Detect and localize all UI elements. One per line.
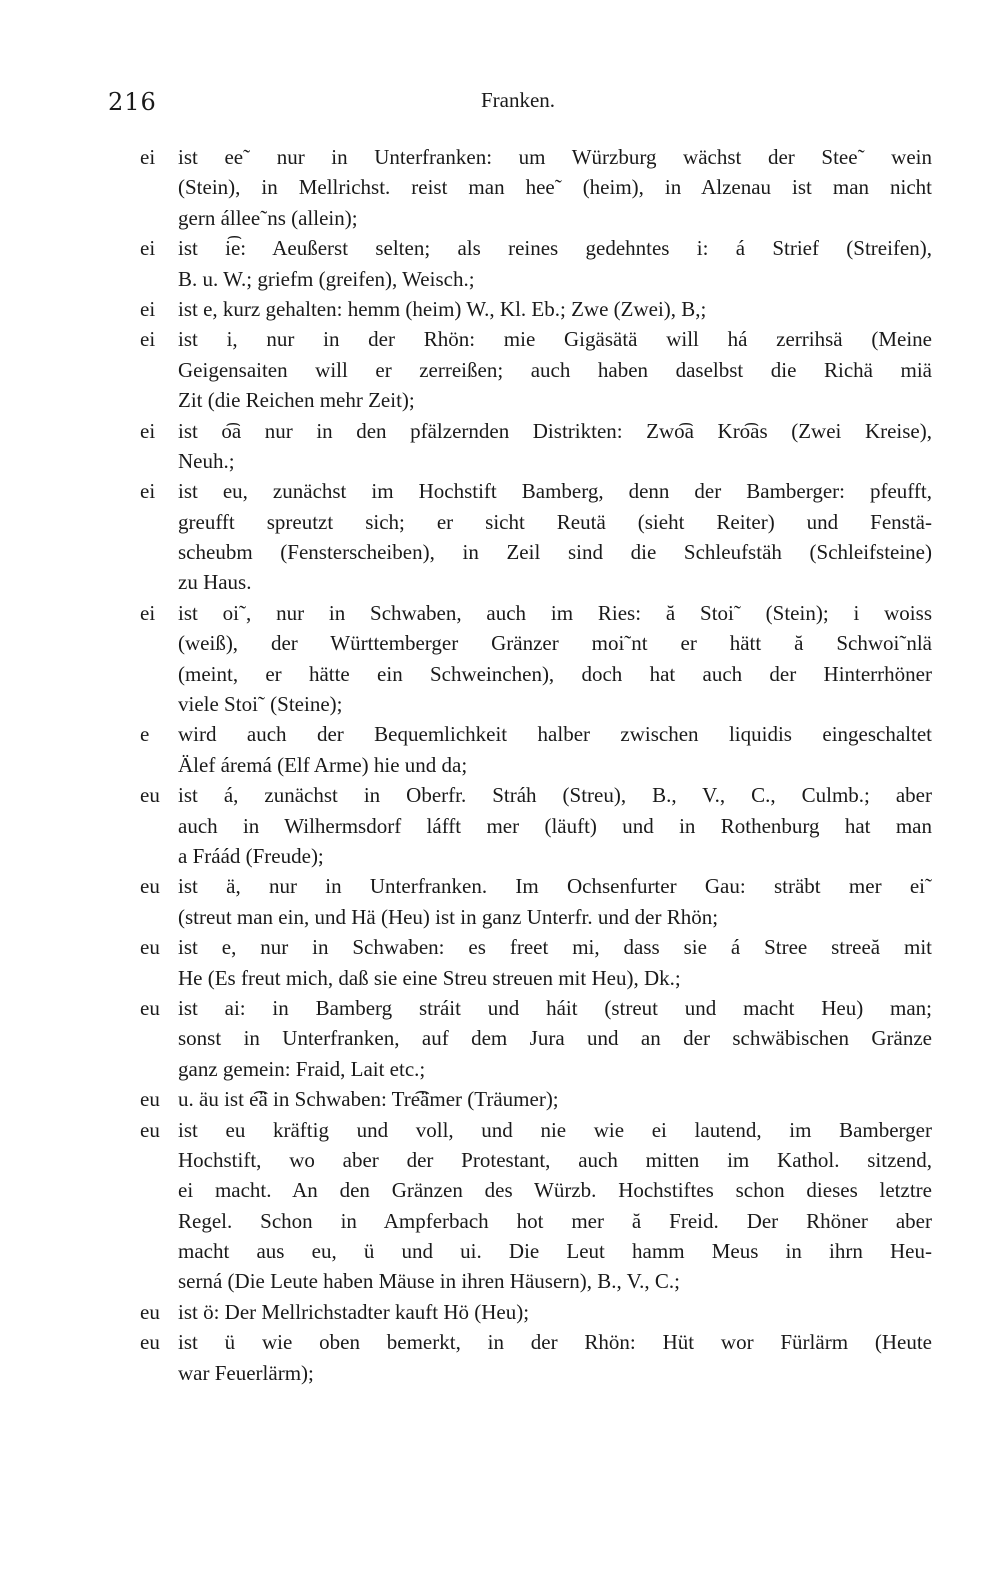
entry-text-line: Hochstift, wo aber der Protestant, auch mitten im Kathol. sitzend, (178, 1147, 932, 1172)
entry-text-line: Zit (die Reichen mehr Zeit); (178, 388, 415, 413)
entry-sound-key: ei (140, 418, 156, 443)
entry-text-line: ist ä, nur in Unterfranken. Im Ochsenfurter Gau: sträbt mer ei˜ (178, 874, 932, 899)
entry-text-line: u. äu ist e͡ä in Schwaben: Tre͡ämer (Träumer); (178, 1087, 559, 1112)
entry-text-line: viele Stoi˜ (Steine); (178, 692, 343, 717)
dialect-entry (140, 233, 932, 294)
dialect-entry (140, 476, 932, 598)
dialect-entry (140, 598, 932, 720)
entry-text-line: ei macht. An den Gränzen des Würzb. Hochstiftes schon dieses letztre (178, 1178, 932, 1203)
entry-text-line: Älef áremá (Elf Arme) hie und da; (178, 752, 468, 777)
entry-sound-key: eu (140, 1299, 160, 1324)
entry-text-line: He (Es freut mich, daß sie eine Streu streuen mit Heu), Dk.; (178, 965, 681, 990)
entry-text-line: serná (Die Leute haben Mäuse in ihren Häusern), B., V., C.; (178, 1269, 680, 1294)
running-title: Franken. (480, 88, 556, 112)
entry-text-line: ist ü wie oben bemerkt, in der Rhön: Hüt wor Fürlärm (Heute (178, 1330, 932, 1355)
entry-text-line: Regel. Schon in Ampferbach hot mer ă Freid. Der Rhöner aber (178, 1208, 932, 1233)
dialect-entry (140, 871, 932, 932)
entry-sound-key: ei (140, 145, 156, 169)
dialect-entry (140, 780, 932, 871)
entry-text-line: a Fráád (Freude); (178, 843, 324, 868)
dialect-entry (140, 719, 932, 780)
entry-text-line: auch in Wilhermsdorf láfft mer (läuft) und in Rothenburg hat man (178, 813, 932, 838)
entry-text-line: greufft spreutzt sich; er sicht Reutä (sieht Reiter) und Fenstä- (178, 509, 932, 534)
entry-text-line: ist ee˜ nur in Unterfranken: um Würzburg wächst der Stee˜ wein (178, 145, 932, 169)
entry-text-line: macht aus eu, ü und ui. Die Leut hamm Meus in ihrn Heu- (178, 1239, 932, 1264)
entry-text-line: (Stein), in Mellrichst. reist man hee˜ (heim), in Alzenau ist man nicht (178, 175, 932, 200)
entry-sound-key: eu (140, 783, 160, 808)
entry-sound-key: ei (140, 236, 156, 261)
entry-text-line: wird auch der Bequemlichkeit halber zwischen liquidis eingeschaltet (178, 722, 932, 747)
entry-sound-key: e (140, 722, 150, 747)
entry-sound-key: eu (140, 1087, 160, 1112)
entry-text-line: war Feuerlärm); (178, 1360, 314, 1385)
entry-sound-key: eu (140, 995, 160, 1020)
entry-sound-key: ei (140, 600, 156, 625)
entry-sound-key: ei (140, 327, 156, 352)
entry-text-line: ganz gemein: Fraid, Lait etc.; (178, 1056, 426, 1081)
dialect-entry (140, 142, 932, 233)
entry-text-line: ist á, zunächst in Oberfr. Stráh (Streu), B., V., C., Culmb.; aber (178, 783, 932, 808)
dialect-entry (140, 932, 932, 993)
entry-sound-key: ei (140, 479, 156, 504)
entry-text-line: ist eu, zunächst im Hochstift Bamberg, denn der Bamberger: pfeufft, (178, 479, 932, 504)
entry-sound-key: eu (140, 1330, 160, 1355)
entry-text-line: ist i͡e: Aeußerst selten; als reines gedehntes i: á Strief (Streifen), (178, 236, 932, 261)
entry-text-line: ist e, kurz gehalten: hemm (heim) W., Kl. Eb.; Zwe (Zwei), B,; (178, 296, 707, 321)
entry-text-line: ist oi˜, nur in Schwaben, auch im Ries: ă Stoi˜ (Stein); i woiss (178, 600, 932, 625)
entry-text-line: (meint, er hätte ein Schweinchen), doch hat auch der Hinterrhöner (178, 661, 932, 686)
dialect-entries (140, 142, 932, 1388)
entry-sound-key: ei (140, 296, 156, 321)
dialect-entry (140, 993, 932, 1084)
entry-text-line: ist eu kräftig und voll, und nie wie ei lautend, im Bamberger (178, 1117, 932, 1142)
entry-sound-key: eu (140, 935, 160, 960)
entry-sound-key: eu (140, 1117, 160, 1142)
entry-text-line: ist o͡a nur in den pfälzernden Distrikten: Zwo͡a Kro͡as (Zwei Kreise), (178, 418, 932, 443)
entry-text-line: (weiß), der Württemberger Gränzer moi˜nt er hätt ă Schwoi˜nlä (178, 631, 932, 656)
entry-text-line: Neuh.; (178, 448, 235, 473)
entry-sound-key: eu (140, 874, 160, 899)
dialect-entry (140, 1327, 932, 1388)
dialect-entry (140, 324, 932, 415)
entry-text-line: scheubm (Fensterscheiben), in Zeil sind die Schleufstäh (Schleifsteine) (178, 540, 932, 565)
page-number: 216 (108, 88, 157, 116)
dialect-entry (140, 1115, 932, 1297)
entry-text-line: (streut man ein, und Hä (Heu) ist in ganz Unterfr. und der Rhön; (178, 904, 719, 929)
entry-text-line: gern állee˜ns (allein); (178, 205, 358, 230)
entry-text-line: sonst in Unterfranken, auf dem Jura und an der schwäbischen Gränze (178, 1026, 932, 1051)
entry-text-line: ist e, nur in Schwaben: es freet mi, dass sie á Stree streeă mit (178, 935, 932, 960)
entry-text-line: ist i, nur in der Rhön: mie Gigäsätä will há zerrihsä (Meine (178, 327, 932, 352)
dialect-entry (140, 294, 932, 324)
entry-text-line: ist ai: in Bamberg stráit und háit (streut und macht Heu) man; (178, 995, 932, 1020)
entry-text-line: Geigensaiten will er zerreißen; auch haben daselbst die Richä miä (178, 357, 932, 382)
entry-text-line: ist ö: Der Mellrichstadter kauft Hö (Heu); (178, 1299, 530, 1324)
entry-text-line: B. u. W.; griefm (greifen), Weisch.; (178, 266, 475, 291)
dialect-entry (140, 1084, 932, 1114)
entry-text-line: zu Haus. (178, 570, 252, 595)
dialect-entry (140, 1297, 932, 1327)
dialect-entry (140, 416, 932, 477)
page-header (108, 88, 928, 124)
